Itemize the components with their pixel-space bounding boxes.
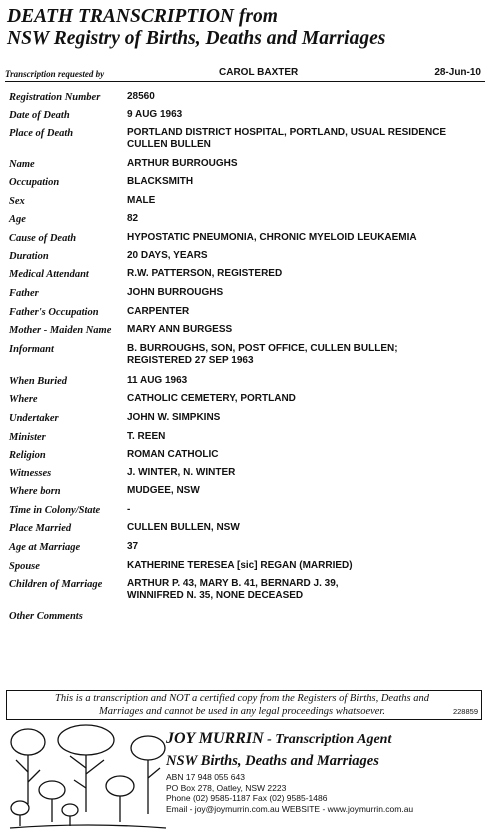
field-label: Children of Marriage <box>9 579 103 590</box>
agent-address: PO Box 278, Oatley, NSW 2223 <box>166 782 287 793</box>
field-label: Place Married <box>9 523 72 534</box>
field-label: Mother - Maiden Name <box>9 325 112 336</box>
field-label: Time in Colony/State <box>9 505 101 516</box>
field-value: B. BURROUGHS, SON, POST OFFICE, CULLEN BULLEN; REGISTERED 27 SEP 1963 <box>127 343 398 366</box>
field-value: J. WINTER, N. WINTER <box>127 467 236 478</box>
field-label: Other Comments <box>9 611 83 622</box>
field-value: JOHN BURROUGHS <box>127 287 224 298</box>
field-label: Medical Attendant <box>9 269 89 280</box>
field-value: 37 <box>127 541 139 552</box>
field-value: 9 AUG 1963 <box>127 109 183 120</box>
field-value: MALE <box>127 195 156 206</box>
field-label: Registration Number <box>9 92 101 103</box>
field-label: Where born <box>9 486 61 497</box>
request-label: Transcription requested by <box>5 69 105 79</box>
title-line-1: DEATH TRANSCRIPTION from <box>7 6 278 27</box>
field-value: ARTHUR P. 43, MARY B. 41, BERNARD J. 39, WINNIFRED N. 35, NONE DECEASED <box>127 578 339 601</box>
field-label: Age <box>9 214 26 225</box>
field-label: Name <box>9 159 35 170</box>
field-value: CATHOLIC CEMETERY, PORTLAND <box>127 393 296 404</box>
agent-subtitle: NSW Births, Deaths and Marriages <box>166 753 379 769</box>
field-label: Age at Marriage <box>9 542 81 553</box>
field-label: Date of Death <box>9 110 70 121</box>
field-value: PORTLAND DISTRICT HOSPITAL, PORTLAND, USUAL RESIDENCE CULLEN BULLEN <box>127 127 447 150</box>
field-value: CULLEN BULLEN, NSW <box>127 522 240 533</box>
disclaimer-reference-number: 228859 <box>452 707 478 716</box>
field-label: Place of Death <box>9 128 74 139</box>
disclaimer-line-2: Marriages and cannot be used in any legal proceedings whatsoever. <box>99 705 385 717</box>
field-value: JOHN W. SIMPKINS <box>127 412 221 423</box>
field-value: 28560 <box>127 91 155 102</box>
field-label: Father's Occupation <box>9 307 99 318</box>
field-value: ARTHUR BURROUGHS <box>127 158 238 169</box>
field-value: ROMAN CATHOLIC <box>127 449 219 460</box>
trees-logo-icon <box>8 722 168 832</box>
field-value: MARY ANN BURGESS <box>127 324 233 335</box>
disclaimer-box <box>6 690 482 720</box>
field-value: HYPOSTATIC PNEUMONIA, CHRONIC MYELOID LEUKAEMIA <box>127 232 417 243</box>
field-value: 20 DAYS, YEARS <box>127 250 208 261</box>
agent-phone: Phone (02) 9585-1187 Fax (02) 9585-1486 <box>166 793 328 804</box>
field-value: BLACKSMITH <box>127 176 194 187</box>
field-value: 82 <box>127 213 139 224</box>
agent-abn: ABN 17 948 055 643 <box>166 772 245 782</box>
field-label: Occupation <box>9 177 60 188</box>
field-value: R.W. PATTERSON, REGISTERED <box>127 268 283 279</box>
agent-role: - Transcription Agent <box>263 732 392 747</box>
field-value: MUDGEE, NSW <box>127 485 200 496</box>
agent-contact-block <box>166 772 413 814</box>
field-value: T. REEN <box>127 431 166 442</box>
agent-name: JOY MURRIN <box>166 730 264 747</box>
field-value: KATHERINE TERESEA [sic] REGAN (MARRIED) <box>127 560 353 571</box>
field-label: Informant <box>9 344 54 355</box>
title-line-2: NSW Registry of Births, Deaths and Marriages <box>7 28 386 49</box>
disclaimer-line-1: This is a transcription and NOT a certified copy from the Registers of Births, Deaths and <box>55 693 429 704</box>
field-label: Duration <box>9 251 49 262</box>
field-value: - <box>127 504 131 515</box>
field-label: Sex <box>9 196 25 207</box>
agent-email: Email - joy@joymurrin.com.au WEBSITE - www.joymurrin.com.au <box>166 803 414 814</box>
requester-name: CAROL BAXTER <box>219 67 299 78</box>
field-value: 11 AUG 1963 <box>127 375 188 386</box>
field-label: When Buried <box>9 376 68 387</box>
request-date: 28-Jun-10 <box>434 67 481 78</box>
field-label: Spouse <box>9 561 40 572</box>
field-label: Minister <box>9 432 46 443</box>
field-label: Undertaker <box>9 413 59 424</box>
field-label: Father <box>9 288 39 299</box>
agent-name-line <box>166 730 391 749</box>
field-label: Religion <box>9 450 46 461</box>
field-label: Witnesses <box>9 468 52 479</box>
disclaimer-text <box>27 693 457 718</box>
field-label: Where <box>9 394 38 405</box>
field-value: CARPENTER <box>127 306 190 317</box>
field-label: Cause of Death <box>9 233 77 244</box>
